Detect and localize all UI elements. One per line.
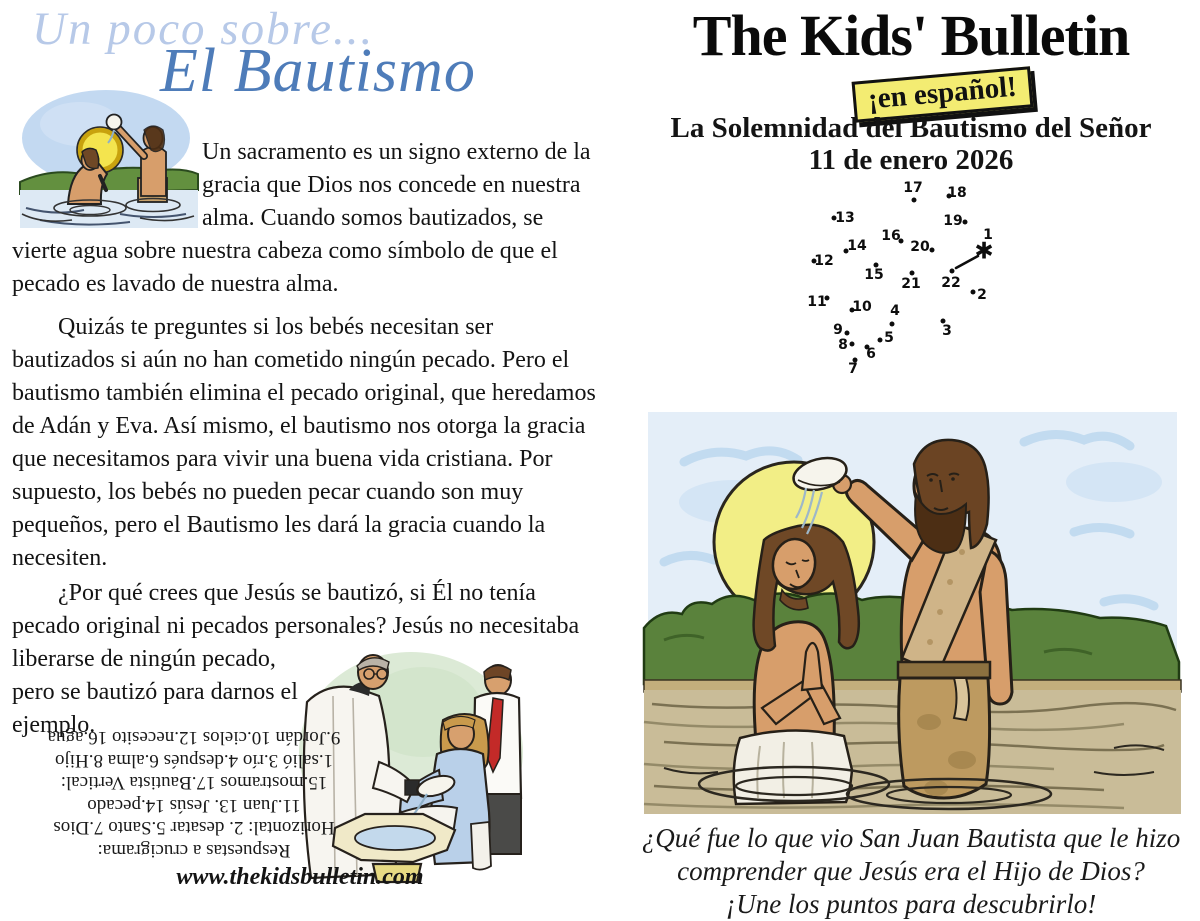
- dot-puzzle: [800, 178, 1012, 390]
- answers-line: 11.Juan 13. Jesús 14.pecado: [87, 795, 301, 816]
- puzzle-caption: [628, 822, 1194, 921]
- feast-date: 11 de enero 2026: [808, 144, 1014, 176]
- answers-line: Respuestas a crucigrama:: [97, 840, 291, 861]
- puzzle-number-22: 22: [941, 275, 961, 291]
- answers-line: 15.mostramos 17.Bautista Vertical:: [60, 772, 328, 794]
- puzzle-number-3: 3: [942, 323, 952, 339]
- puzzle-number-7: 7: [848, 361, 858, 377]
- masthead-title: The Kids' Bulletin: [692, 3, 1130, 68]
- paragraph-sacrament: Un sacramento es un signo externo de la gracia que Dios nos concede en nuestra alma. Cuando somos bautizados, se vierte agua sobre nuestra cabeza como símbolo de que el pecado es lavado de nuestra alma.: [12, 139, 591, 297]
- puzzle-number-9: 9: [833, 322, 843, 338]
- puzzle-number-20: 20: [910, 239, 930, 255]
- left-title-main: El Bautismo: [160, 37, 476, 105]
- puzzle-dot-8: [850, 342, 855, 347]
- puzzle-number-6: 6: [866, 346, 876, 362]
- puzzle-dot-20: [930, 248, 935, 253]
- website-url: www.thekidsbulletin.com: [176, 864, 424, 890]
- puzzle-dot-19: [963, 220, 968, 225]
- left-title-script: Un poco sobre...: [32, 3, 375, 55]
- puzzle-number-8: 8: [838, 337, 848, 353]
- wrap-spacer-top: [596, 577, 597, 643]
- puzzle-number-19: 19: [943, 213, 963, 229]
- puzzle-dot-17: [912, 198, 917, 203]
- caption-line: comprender que Jesús era el Hijo de Dios?: [677, 856, 1145, 886]
- puzzle-number-4: 4: [890, 303, 900, 319]
- puzzle-number-12: 12: [814, 253, 834, 269]
- puzzle-number-10: 10: [852, 299, 872, 315]
- puzzle-dot-2: [971, 290, 976, 295]
- puzzle-number-1: 1: [983, 227, 993, 243]
- baptism-jesus-small-icon: [20, 84, 198, 230]
- answers-line: Horizontal: 2. desatar 5.Santo 7.Dios: [53, 817, 335, 839]
- puzzle-number-16: 16: [881, 228, 901, 244]
- paragraph-jesus-baptized: ¿Por qué crees que Jesús se bautizó, si Él no tenía pecado original ni pecados personales? Jesús no necesitaba liberarse de ningún pecado, pero se bautizó para darnos el ejemplo.: [12, 580, 580, 738]
- puzzle-dot-4: [890, 322, 895, 327]
- puzzle-dot-21: [910, 271, 915, 276]
- puzzle-number-17: 17: [903, 180, 923, 196]
- crossword-answers-upside-down: [33, 726, 355, 861]
- puzzle-number-21: 21: [901, 276, 921, 292]
- john-baptizes-jesus-icon: [644, 412, 1181, 814]
- puzzle-dot-5: [878, 338, 883, 343]
- puzzle-number-11: 11: [807, 294, 827, 310]
- answers-line: 9.Jordán 10.cielos 12.necesito 16.agua: [47, 727, 341, 749]
- caption-line: ¡Une los puntos para descubrirlo!: [725, 889, 1097, 919]
- puzzle-number-5: 5: [884, 330, 894, 346]
- puzzle-number-18: 18: [947, 185, 967, 201]
- paragraph-babies: Quizás te preguntes si los bebés necesitan ser bautizados si aún no han cometido ningún pecado. Pero el bautismo también elimina el pecado original, que heredamos de Adán y Eva. Así mismo, el bautismo nos otorga la gracia que necesitamos para vivir una buena vida cristiana. Por supuesto, los bebés no pueden pecar cuando son muy pequeños, pero el Bautismo les dará la gracia cuando la necesiten.: [12, 314, 596, 571]
- puzzle-number-15: 15: [864, 267, 884, 283]
- puzzle-number-2: 2: [977, 287, 987, 303]
- puzzle-dot-22: [950, 269, 955, 274]
- puzzle-number-14: 14: [847, 238, 867, 254]
- puzzle-dot-9: [845, 331, 850, 336]
- feast-title: La Solemnidad del Bautismo del Señor: [670, 112, 1152, 144]
- puzzle-number-13: 13: [835, 210, 855, 226]
- spanish-badge: ¡en español!: [852, 66, 1034, 122]
- caption-line: ¿Qué fue lo que vio San Juan Bautista que le hizo: [641, 823, 1181, 853]
- puzzle-star-dot-1: ✱: [974, 238, 994, 265]
- baptism-jesus-main-illustration: [644, 412, 1181, 814]
- answers-line: 1.salió 3.río 4.después 6.alma 8.Hijo: [54, 750, 334, 771]
- baptism-jesus-small-illustration: [12, 84, 202, 232]
